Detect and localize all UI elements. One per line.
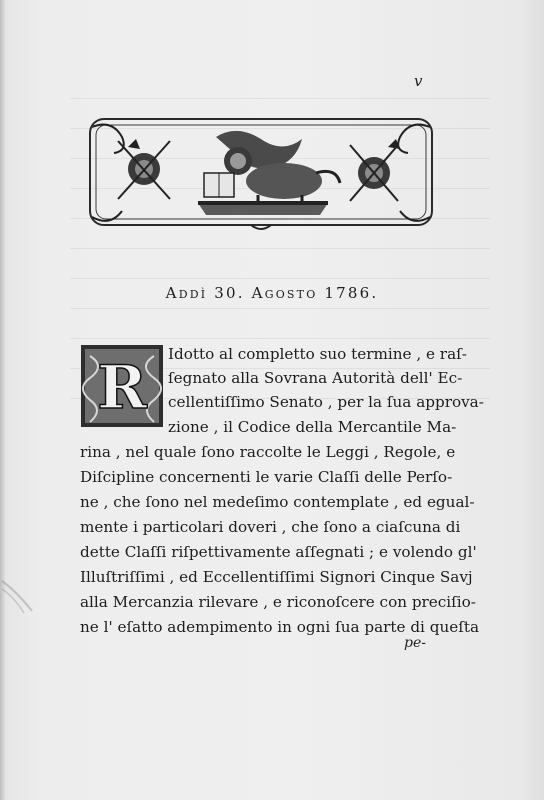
page-number: v bbox=[414, 72, 423, 90]
text-line: rina , nel quale ſono raccolte le Leggi , Regole, e bbox=[80, 443, 456, 461]
text-line: Illuſtriſſimi , ed Eccellentiſſimi Signori Cinque Savj bbox=[80, 568, 473, 586]
text-line: cellentiſſimo Senato , per la ſua approva- bbox=[168, 393, 484, 411]
text-line: Idotto al completto suo termine , e raſ- bbox=[168, 345, 467, 363]
winged-lion-icon bbox=[204, 131, 340, 213]
text-line: ne l' eſatto adempimento in ogni ſua parte di queſta bbox=[80, 618, 480, 636]
initial-letter-glyph: R bbox=[97, 353, 147, 423]
decorated-initial-letter bbox=[80, 344, 164, 428]
text-line: zione , il Codice della Mercantile Ma- bbox=[168, 418, 457, 436]
binding-mark bbox=[0, 575, 36, 615]
text-line: dette Claſſi riſpettivamente aſſegnati ; e volendo gl' bbox=[80, 543, 477, 561]
lion-of-st-mark-headpiece bbox=[88, 117, 434, 235]
text-line: alla Mercanzia rilevare , e riconoſcere con preciſio- bbox=[80, 593, 476, 611]
dateline: Addì 30. Agosto 1786. bbox=[165, 284, 379, 302]
text-line: ne , che ſono nel medeſimo contemplate , ed egual- bbox=[80, 493, 475, 511]
text-line: Diſcipline concernenti le varie Claſſi delle Perſo- bbox=[80, 468, 453, 486]
catchword: pe- bbox=[404, 635, 426, 651]
right-trophy-icon bbox=[350, 139, 400, 201]
left-trophy-icon bbox=[118, 139, 170, 199]
text-line: mente i particolari doveri , che ſono a ciaſcuna di bbox=[80, 518, 461, 536]
text-line: ſegnato alla Sovrana Autorità dell' Ec- bbox=[168, 369, 463, 387]
